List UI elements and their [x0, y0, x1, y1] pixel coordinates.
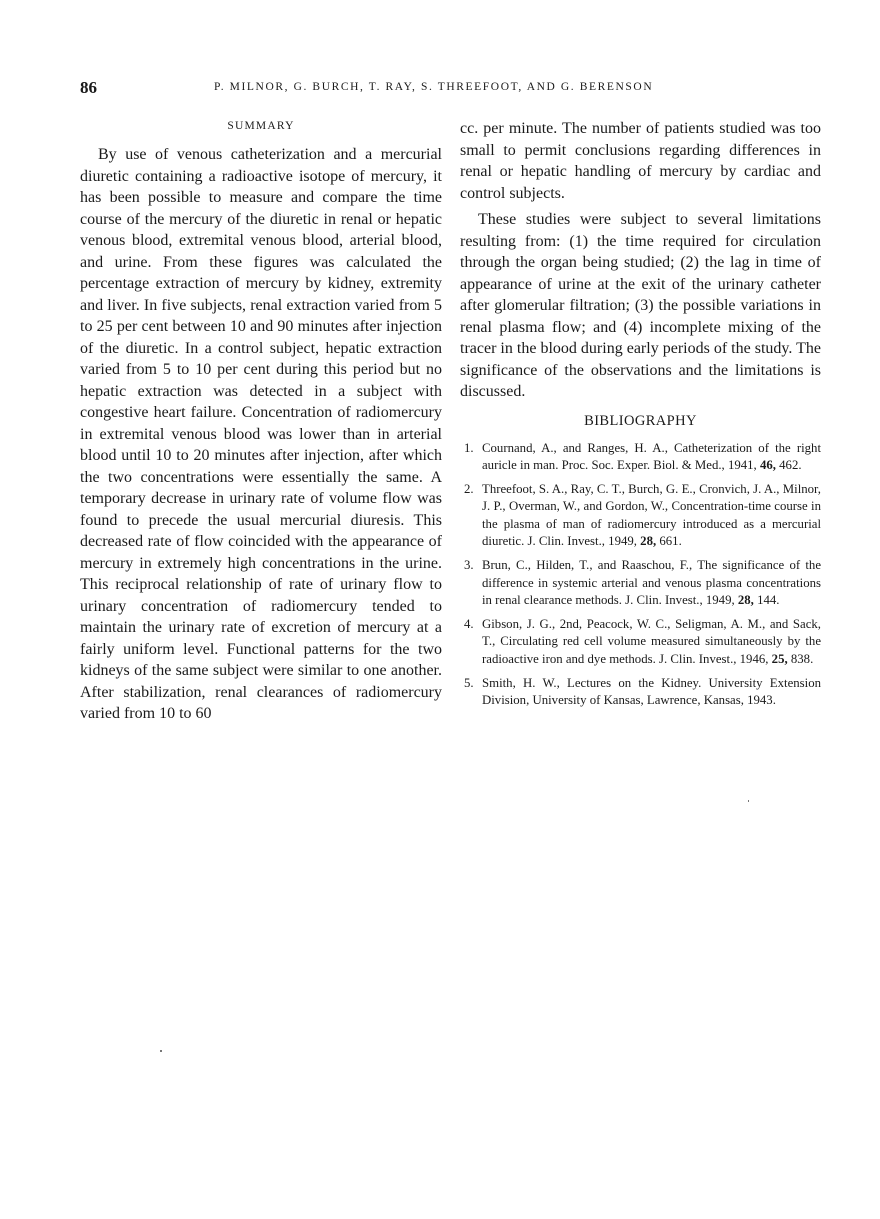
left-column [80, 118, 442, 725]
reference-volume: 25, [771, 652, 788, 667]
reference-text [480, 557, 821, 610]
summary-heading: SUMMARY [227, 120, 295, 132]
bibliography-item [460, 481, 821, 551]
summary-paragraph: By use of venous catheterization and a mercurial diuretic containing a radioactive isotope of mercury, it has been possible to measure and compare the time course of the mercury of the diuretic in renal or hepatic venous blood, extremital venous blood, arterial blood, and urine. From these figures was calculated the percentage extraction of mercury by kidney, extremity and liver. In five subjects, renal extraction varied from 5 to 25 per cent between 10 and 90 minutes after injection of the diuretic. In a control subject, hepatic extraction varied from 5 to 10 per cent during this period but no hepatic extraction was detected in a subject with congestive heart failure. Concentration of radiomercury in extremital venous blood was lower than in arterial blood until 10 to 20 minutes after injection, after which the two concentrations were essentially the same. A temporary decrease in urinary rate of volume flow was found to precede the usual mercurial diuresis. This decreased rate of flow coincided with the appearance of mercury in extremely high concentrations in the urine. This reciprocal relationship of rate of urinary flow to urinary concentration of radiomercury tended to maintain the urinary rate of excretion of mercury at a fairly uniform level. Functional patterns for the two kidneys of the same subject were similar to one another. After stabilization, renal clearances of radiomercury varied from 10 to 60 [80, 146, 442, 722]
scan-speck [160, 1050, 162, 1052]
reference-number: 5. [464, 675, 474, 690]
bibliography-list [460, 440, 821, 710]
page-number: 86 [80, 78, 97, 97]
bibliography-item [460, 557, 821, 610]
reference-body: Brun, C., Hilden, T., and Raaschou, F., The significance of the difference in systemic arterial and venous plasma concentrations in renal clearance methods. J. Clin. Invest., 1949, [482, 558, 821, 608]
reference-number: 2. [464, 481, 474, 496]
reference-page: 661. [659, 534, 682, 549]
reference-page: 838. [790, 652, 814, 667]
bibliography-item [460, 616, 821, 669]
reference-text [480, 481, 821, 551]
scan-speck [748, 800, 749, 802]
reference-text [480, 675, 821, 710]
bibliography-heading: BIBLIOGRAPHY [584, 412, 697, 429]
reference-body: Cournand, A., and Ranges, H. A., Catheterization of the right auricle in man. Proc. Soc. Exper. Biol. & Med., 1941, [482, 440, 821, 473]
reference-text [480, 616, 821, 669]
reference-body: Gibson, J. G., 2nd, Peacock, W. C., Seligman, A. M., and Sack, T., Circulating red cell volume measured simultaneously by the radioactive iron and dye methods. J. Clin. Invest., 1946, [482, 616, 821, 667]
reference-body: Smith, H. W., Lectures on the Kidney. University Extension Division, University of Kansas, Lawrence, Kansas, 1943. [482, 675, 821, 708]
running-head: P. MILNOR, G. BURCH, T. RAY, S. THREEFOOT, AND G. BERENSON [214, 81, 654, 93]
limitations-paragraph: These studies were subject to several limitations resulting from: (1) the time required for circulation through the organ being studied; (2) the lag in time of appearance of urine at the exit of the urinary catheter after glomerular filtration; (3) the possible variations in renal plasma flow; and (4) incomplete mixing of the tracer in the blood during early periods of the study. The significance of the observations and the limitations is discussed. [460, 211, 821, 400]
reference-volume: 46, [759, 458, 776, 473]
reference-body: Threefoot, S. A., Ray, C. T., Burch, G. E., Cronvich, J. A., Milnor, J. P., Overman, W., and Gordon, W., Concentration-time course in the plasma of man of radiomercury introduced as a mercurial diuretic. J. Clin. Invest., 1949, [482, 481, 821, 549]
reference-number: 1. [464, 440, 474, 455]
reference-volume: 28, [640, 534, 657, 549]
right-column [460, 118, 821, 716]
reference-volume: 28, [737, 593, 754, 608]
reference-number: 3. [464, 558, 474, 573]
reference-page: 144. [757, 593, 780, 608]
reference-number: 4. [464, 616, 474, 631]
summary-continuation: cc. per minute. The number of patients studied was too small to permit conclusions regarding differences in renal or hepatic handling of mercury by cardiac and control subjects. [460, 120, 821, 202]
bibliography-item [460, 440, 821, 475]
bibliography-item [460, 675, 821, 710]
reference-text [480, 440, 821, 475]
reference-page: 462. [779, 458, 802, 473]
